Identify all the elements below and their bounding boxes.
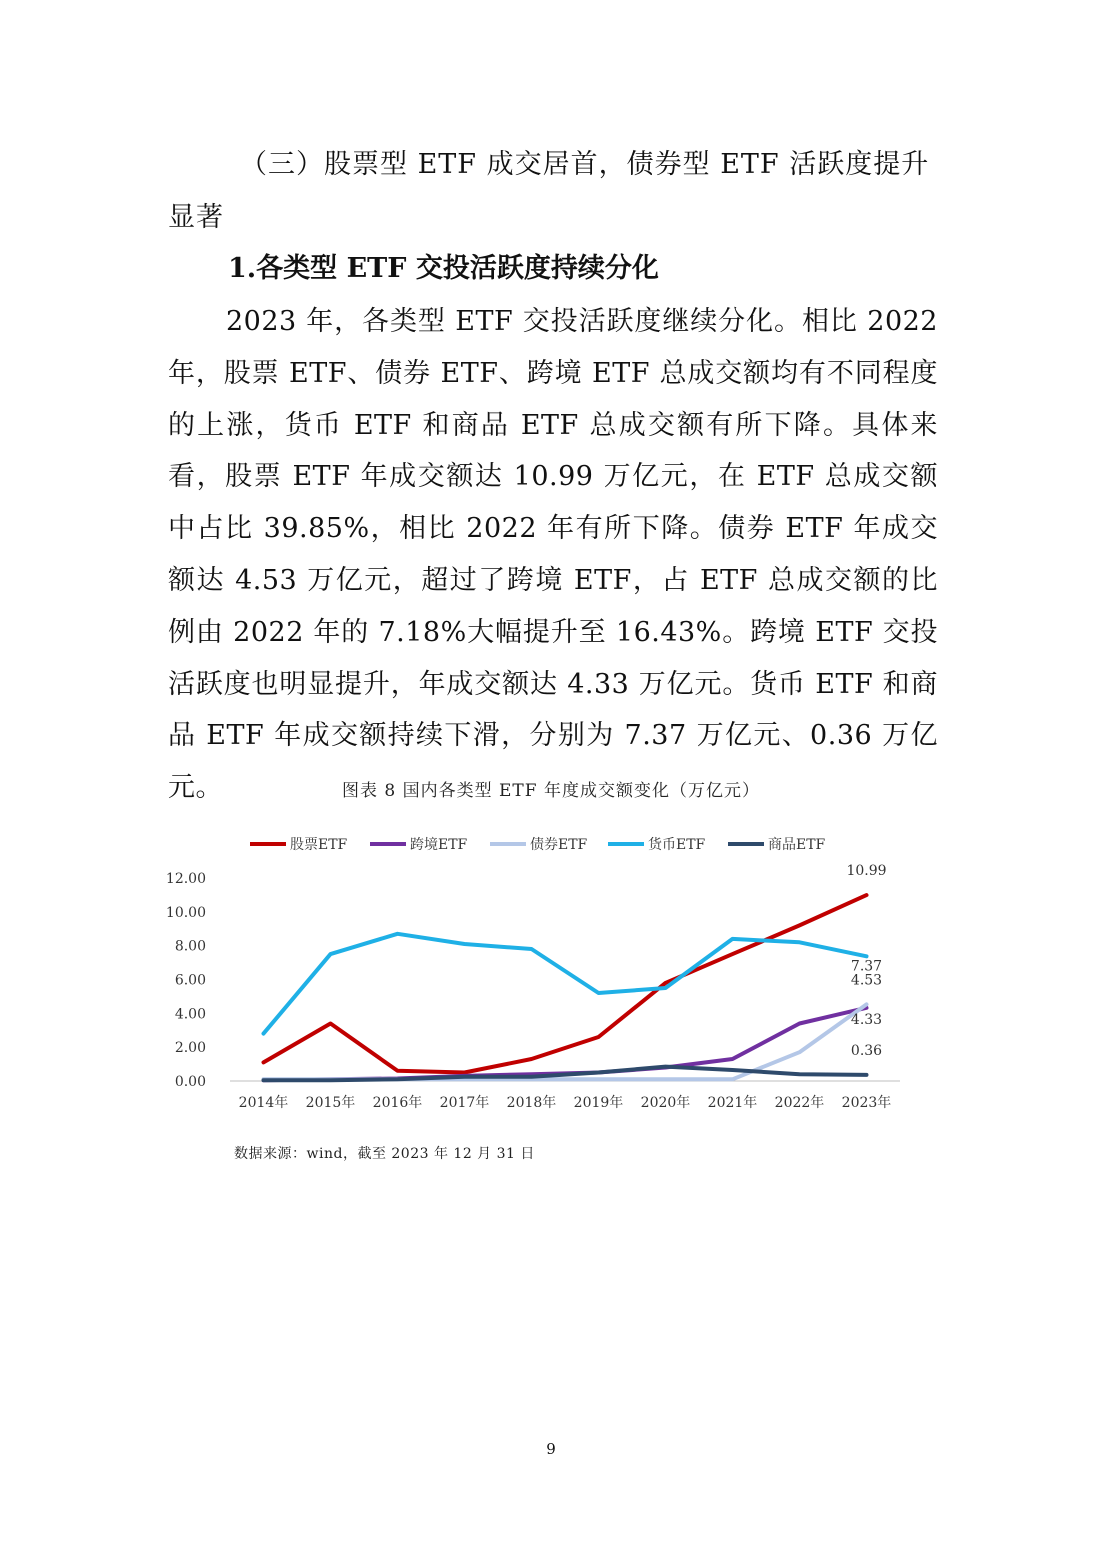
y-tick-label: 0.00: [174, 1074, 206, 1090]
figure-caption: 图表 8 国内各类型 ETF 年度成交额变化（万亿元）: [342, 781, 760, 801]
data-label: 0.36: [850, 1042, 883, 1059]
legend-label: 债券ETF: [530, 837, 588, 853]
x-tick-label: 2014年: [238, 1095, 289, 1111]
x-tick-label: 2018年: [506, 1095, 557, 1111]
y-tick-label: 12.00: [165, 871, 206, 887]
legend-label: 货币ETF: [648, 837, 706, 853]
etf-turnover-line-chart: [150, 820, 910, 1130]
legend-label: 跨境ETF: [410, 837, 468, 853]
legend-label: 股票ETF: [290, 837, 348, 853]
y-tick-label: 10.00: [165, 904, 206, 921]
y-tick-label: 4.00: [174, 1006, 206, 1023]
data-label: 7.37: [850, 958, 883, 975]
data-label: 4.33: [850, 1011, 883, 1028]
series-line: [264, 934, 867, 1034]
page-number: 9: [546, 1440, 556, 1458]
x-tick-label: 2021年: [707, 1095, 758, 1111]
y-tick-label: 8.00: [174, 938, 206, 955]
section-heading: （三）股票型 ETF 成交居首，债券型 ETF 活跃度提升显著: [168, 149, 930, 233]
y-tick-label: 6.00: [174, 972, 206, 989]
series-line: [264, 1008, 867, 1080]
series-line: [264, 895, 867, 1072]
y-tick-label: 2.00: [174, 1040, 206, 1057]
source-note: 数据来源：wind，截至 2023 年 12 月 31 日: [234, 1146, 535, 1162]
x-tick-label: 2017年: [439, 1095, 490, 1111]
x-tick-label: 2015年: [305, 1095, 356, 1111]
sub-heading: 1.各类型 ETF 交投活跃度持续分化: [228, 253, 659, 284]
legend-label: 商品ETF: [768, 837, 826, 853]
x-tick-label: 2020年: [640, 1095, 691, 1111]
data-label: 10.99: [846, 863, 887, 880]
body-paragraph: 2023 年，各类型 ETF 交投活跃度继续分化。相比 2022 年，股票 ETF、债券 ETF、跨境 ETF 总成交额均有不同程度的上涨，货币 ETF 和商品 ETF 总成交额有所下降。具体来看，股票 ETF 年成交额达 10.99 万亿元，在 ETF 总成交额中占比 39.85%，相比 2022 年有所下降。债券 ETF 年成交额达 4.53 万亿元，超过了跨境 ETF，占 ETF 总成交额的比例由 2022 年的 7.18%大幅提升至 16.43%。跨境 ETF 交投活跃度也明显提升，年成交额达 4.33 万亿元。货币 ETF 和商品 ETF 年成交额持续下滑，分别为 7.37 万亿元、0.36 万亿元。: [168, 306, 938, 804]
x-tick-label: 2019年: [573, 1095, 624, 1111]
x-tick-label: 2022年: [774, 1095, 825, 1111]
x-tick-label: 2016年: [372, 1095, 423, 1111]
data-label: 4.53: [850, 972, 883, 989]
x-tick-label: 2023年: [841, 1095, 892, 1111]
